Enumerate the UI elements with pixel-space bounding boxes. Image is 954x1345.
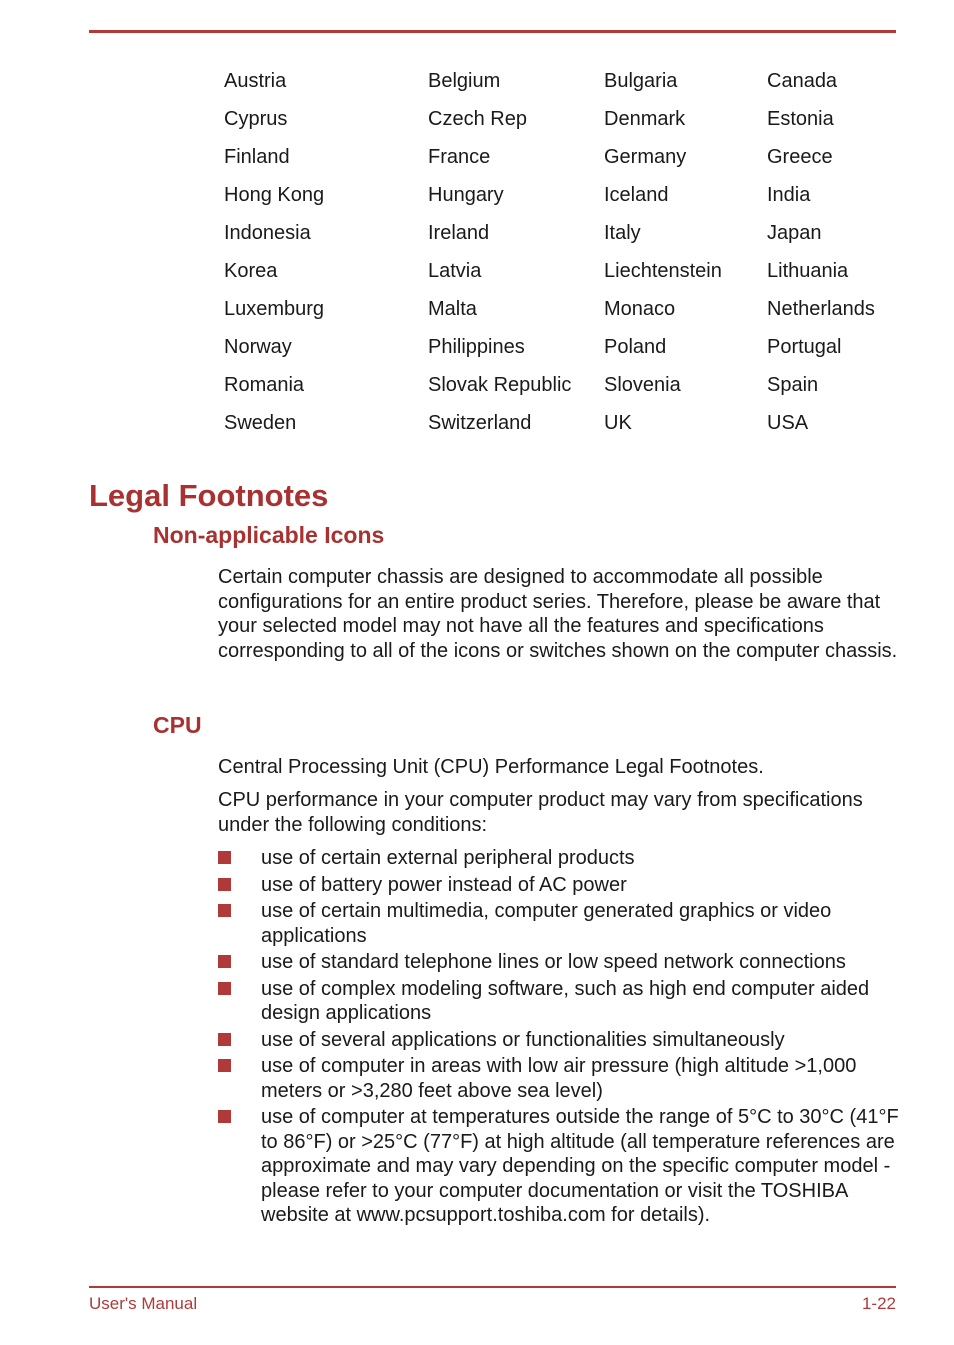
country-cell: Indonesia <box>224 222 311 244</box>
country-cell: Slovenia <box>604 374 681 396</box>
country-cell: Norway <box>224 336 292 358</box>
footer-manual-title: User's Manual <box>89 1294 198 1313</box>
bullet-square-icon <box>218 1059 231 1072</box>
country-cell: Malta <box>428 298 477 320</box>
country-cell: Philippines <box>428 336 525 358</box>
country-cell: Romania <box>224 374 305 396</box>
non-applicable-heading: Non-applicable Icons <box>153 522 385 548</box>
country-cell: Estonia <box>767 108 834 130</box>
list-item <box>218 873 908 898</box>
section-title: Legal Footnotes <box>89 478 329 513</box>
list-item-text: use of several applications or functionalities simultaneously <box>261 1028 785 1051</box>
bullet-square-icon <box>218 851 231 864</box>
list-item <box>218 1028 908 1053</box>
list-item <box>218 899 908 948</box>
country-cell: USA <box>767 412 809 434</box>
cpu-lead: CPU performance in your computer product may vary from specifications under the following conditions: <box>218 789 863 836</box>
country-cell: Switzerland <box>428 412 532 434</box>
country-cell: Poland <box>604 336 667 358</box>
cpu-intro: Central Processing Unit (CPU) Performance Legal Footnotes. <box>218 756 764 778</box>
cpu-heading: CPU <box>153 712 202 738</box>
bullet-square-icon <box>218 982 231 995</box>
country-cell: Liechtenstein <box>604 260 722 282</box>
country-cell: Cyprus <box>224 108 288 130</box>
country-cell: Germany <box>604 146 687 168</box>
list-item <box>218 977 908 1026</box>
list-item-text: use of battery power instead of AC power <box>261 873 627 896</box>
list-item-text: use of computer at temperatures outside the range of 5°C to 30°C (41°F to 86°F) or >25°C (77°F) at high altitude (all temperature references are approximate and may vary depending on the specific computer model - please refer to your computer documentation or visit the TOSHIBA website at www.pcsupport.toshiba.com for details). <box>261 1106 899 1226</box>
country-cell: Greece <box>767 146 833 168</box>
country-cell: Iceland <box>604 184 669 206</box>
country-cell: Netherlands <box>767 298 875 320</box>
country-cell: UK <box>604 412 632 434</box>
country-cell: Bulgaria <box>604 70 678 92</box>
country-cell: Belgium <box>428 70 501 92</box>
list-item <box>218 1054 908 1103</box>
country-cell: Korea <box>224 260 278 282</box>
country-cell: Slovak Republic <box>428 374 572 396</box>
country-cell: Italy <box>604 222 641 244</box>
country-cell: Lithuania <box>767 260 849 282</box>
country-cell: Finland <box>224 146 290 168</box>
country-cell: Spain <box>767 374 819 396</box>
list-item-text: use of standard telephone lines or low speed network connections <box>261 951 846 973</box>
country-cell: India <box>767 184 811 206</box>
footer-page-number: 1-22 <box>861 1294 896 1313</box>
footer-rule <box>89 1286 896 1288</box>
list-item <box>218 950 908 975</box>
country-cell: Canada <box>767 70 838 92</box>
non-applicable-body: Certain computer chassis are designed to accommodate all possible configurations for an entire product series. Therefore, please be aware that your selected model may not have all the features and specifications corresponding to all of the icons or switches shown on the computer chassis. <box>218 566 898 662</box>
country-cell: Portugal <box>767 336 842 358</box>
country-cell: Sweden <box>224 412 297 434</box>
list-item <box>218 846 908 871</box>
country-cell: Hong Kong <box>224 184 325 206</box>
country-cell: France <box>428 146 491 168</box>
country-cell: Austria <box>224 70 287 92</box>
country-cell: Luxemburg <box>224 298 325 320</box>
country-cell: Monaco <box>604 298 676 320</box>
bullet-square-icon <box>218 1110 231 1123</box>
bullet-square-icon <box>218 1033 231 1046</box>
country-cell: Denmark <box>604 108 686 130</box>
bullet-square-icon <box>218 955 231 968</box>
cpu-conditions-list <box>218 846 908 1230</box>
list-item <box>218 1105 908 1228</box>
country-cell: Latvia <box>428 260 482 282</box>
list-item-text: use of certain external peripheral products <box>261 847 635 869</box>
country-cell: Czech Rep <box>428 108 527 130</box>
bullet-square-icon <box>218 904 231 917</box>
list-item-text: use of computer in areas with low air pressure (high altitude >1,000 meters or >3,280 feet above sea level) <box>261 1055 857 1102</box>
country-cell: Japan <box>767 222 822 244</box>
bullet-square-icon <box>218 878 231 891</box>
country-cell: Ireland <box>428 222 490 244</box>
header-rule <box>89 30 896 33</box>
list-item-text: use of certain multimedia, computer generated graphics or video applications <box>261 900 832 947</box>
list-item-text: use of complex modeling software, such as high end computer aided design applications <box>261 977 870 1024</box>
country-cell: Hungary <box>428 184 504 206</box>
